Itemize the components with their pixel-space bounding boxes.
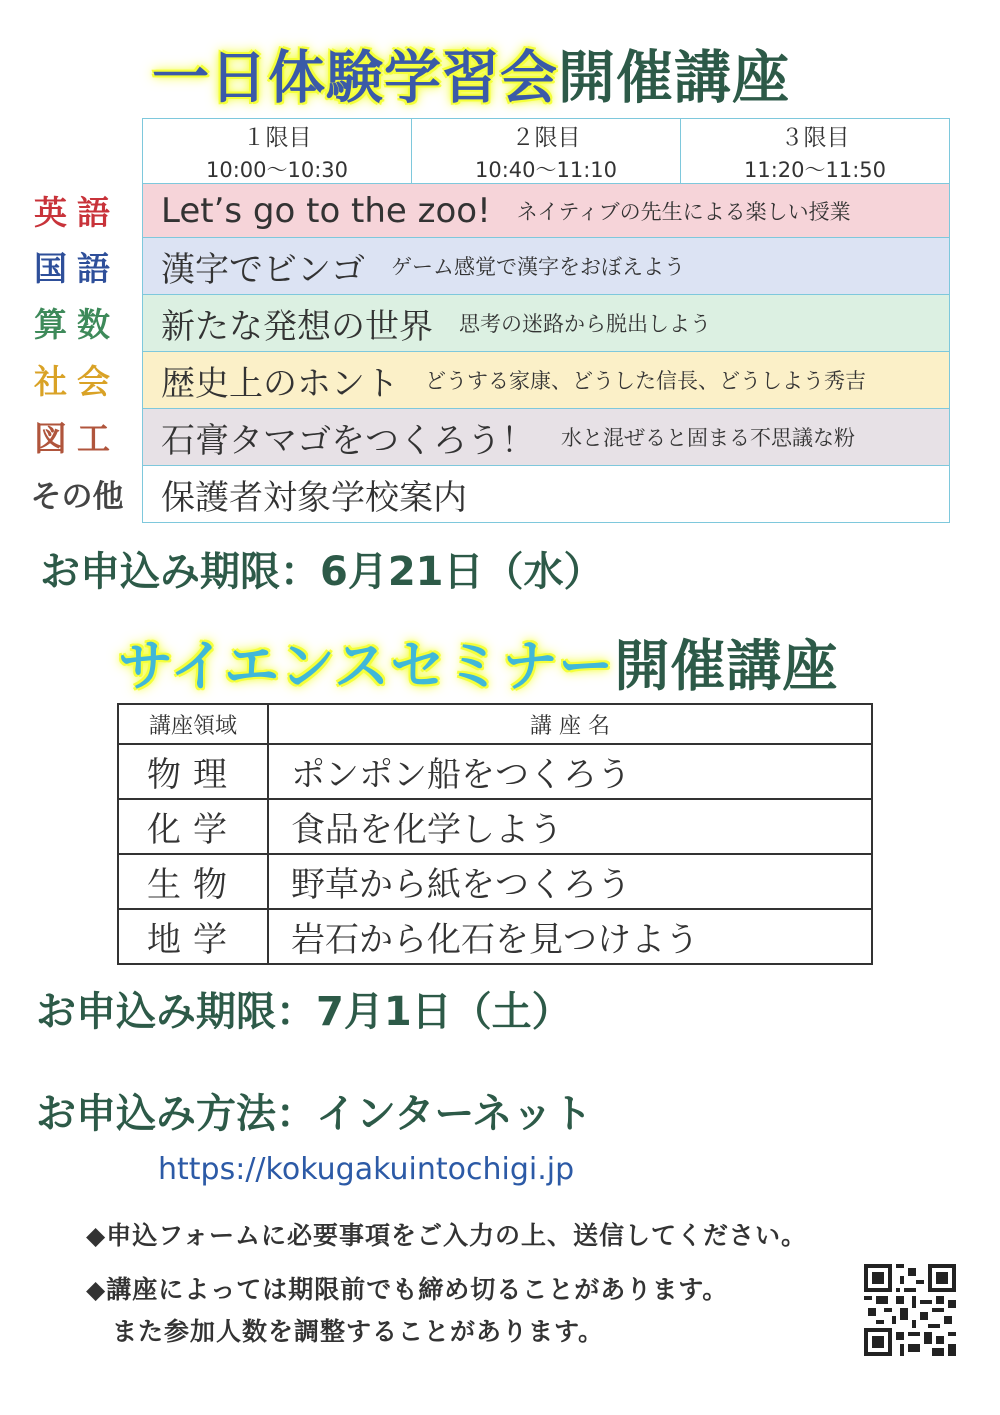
- course-desc: 思考の迷路から脱出しよう: [459, 312, 711, 336]
- note-capacity: また参加人数を調整することがあります。: [86, 1317, 605, 1346]
- table-row: [118, 854, 872, 909]
- note-form: ◆申込フォームに必要事項をご入力の上、送信してください。: [86, 1221, 807, 1250]
- title-day-experience: [152, 32, 790, 114]
- period-label: ２限目: [511, 124, 581, 151]
- period-header: [142, 118, 950, 184]
- course-desc: ゲーム感覚で漢字をおぼえよう: [391, 255, 685, 279]
- course-desc: どうする家康、どうした信長、どうしよう秀吉: [425, 369, 866, 393]
- application-method: お申込み方法：インターネット: [36, 1091, 593, 1137]
- deadline-day-experience: お申込み期限：6月21日（水）: [40, 549, 604, 595]
- course-row-japanese: [142, 238, 950, 295]
- period-time: 10:40～11:10: [474, 157, 618, 182]
- course-row-math: [142, 295, 950, 352]
- subject-japanese: 国語: [34, 249, 120, 288]
- title-day-experience-highlight: 一日体験学習会: [152, 45, 558, 111]
- period-3: [681, 119, 949, 183]
- title-science-seminar-rest: 開催講座: [614, 634, 839, 698]
- subject-social: 社会: [34, 362, 120, 401]
- header-field: 講座領域: [118, 704, 268, 744]
- course-row-art: [142, 409, 950, 466]
- course-title: 歴史上のホント: [161, 363, 399, 404]
- period-label: １限目: [242, 124, 312, 151]
- header-course-name: 講 座 名: [268, 704, 872, 744]
- subject-art: 図工: [34, 419, 120, 458]
- course-title: 漢字でビンゴ: [161, 249, 365, 290]
- table-row: [118, 909, 872, 964]
- seminar-field: 地学: [118, 909, 268, 964]
- subject-other: その他: [30, 479, 124, 515]
- deadline-science-seminar: お申込み期限：7月1日（土）: [36, 989, 572, 1035]
- course-desc: ネイティブの先生による楽しい授業: [516, 199, 851, 224]
- course-row-social: [142, 352, 950, 409]
- seminar-field: 化学: [118, 799, 268, 854]
- note-deadline: ◆講座によっては期限前でも締め切ることがあります。: [86, 1275, 729, 1304]
- period-label: ３限目: [780, 124, 850, 151]
- seminar-field: 生物: [118, 854, 268, 909]
- subject-english: 英語: [34, 193, 120, 232]
- period-time: 11:20～11:50: [743, 157, 887, 182]
- course-row-english: [142, 184, 950, 238]
- seminar-table: [117, 703, 873, 965]
- course-title: 新たな発想の世界: [161, 306, 433, 347]
- title-science-seminar-highlight: サイエンスセミナー: [118, 634, 615, 698]
- period-2: [412, 119, 681, 183]
- seminar-name: 岩石から化石を見つけよう: [268, 909, 872, 964]
- seminar-field: 物理: [118, 744, 268, 799]
- period-time: 10:00～10:30: [205, 157, 349, 182]
- course-desc: 水と混ぜると固まる不思議な粉: [561, 426, 855, 450]
- period-1: [143, 119, 412, 183]
- application-url[interactable]: https://kokugakuintochigi.jp: [158, 1152, 575, 1187]
- seminar-name: ポンポン船をつくろう: [268, 744, 872, 799]
- course-title: 保護者対象学校案内: [161, 477, 467, 518]
- title-day-experience-rest: 開催講座: [558, 45, 790, 111]
- table-row: [118, 744, 872, 799]
- table-row: [118, 799, 872, 854]
- subject-math: 算数: [34, 305, 120, 344]
- course-title: Let’s go to the zoo!: [161, 190, 491, 231]
- seminar-name: 食品を化学しよう: [268, 799, 872, 854]
- title-science-seminar: [118, 622, 838, 701]
- course-row-other: [142, 466, 950, 523]
- seminar-name: 野草から紙をつくろう: [268, 854, 872, 909]
- qr-code-icon[interactable]: [864, 1264, 956, 1356]
- course-title: 石膏タマゴをつくろう！: [161, 420, 535, 461]
- seminar-header-row: [118, 704, 872, 744]
